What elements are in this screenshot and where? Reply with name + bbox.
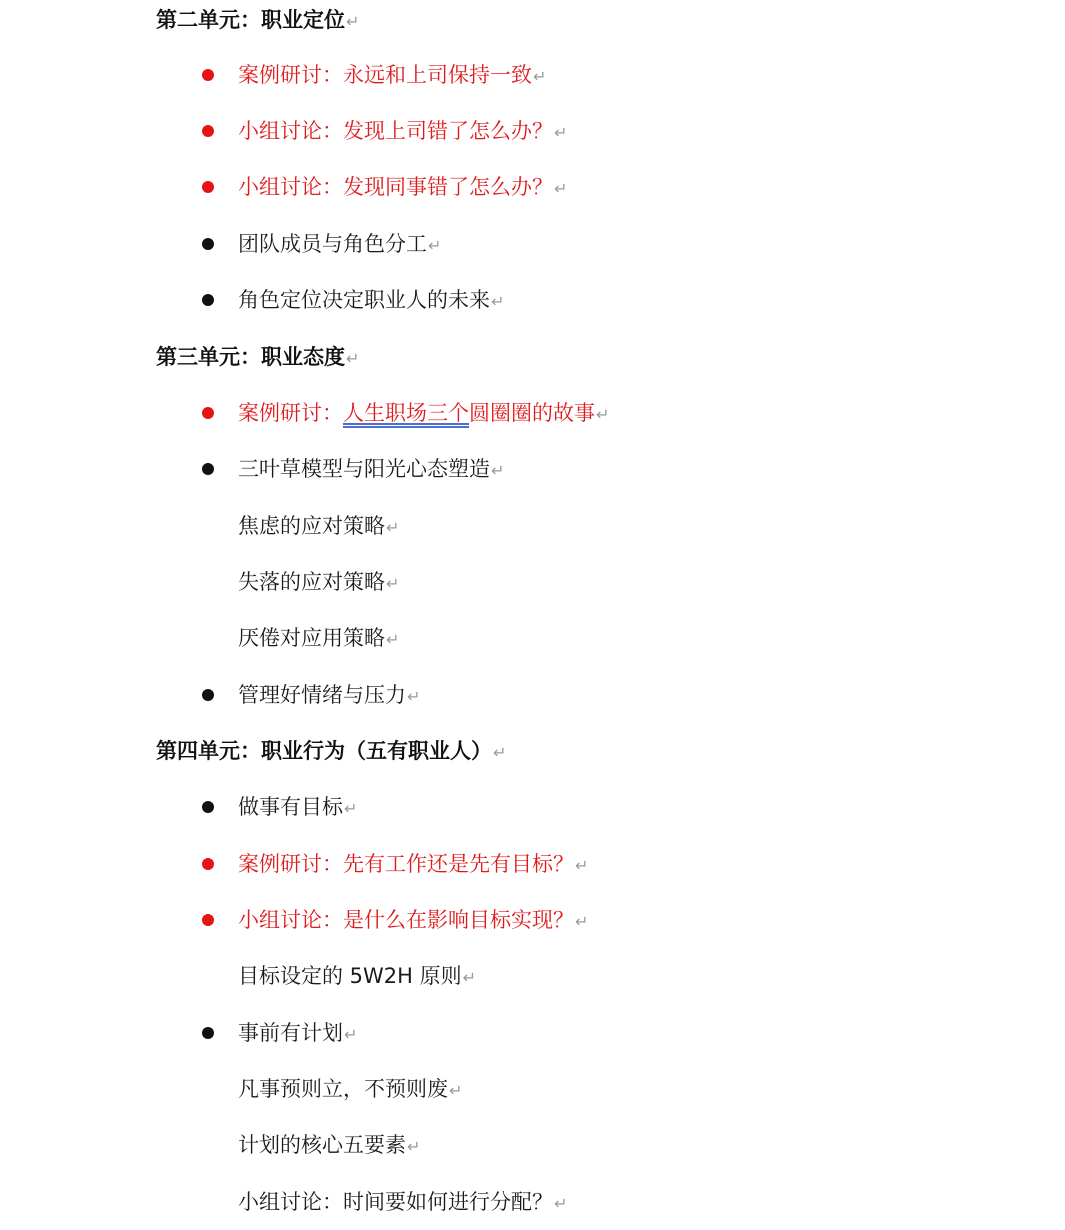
paragraph-mark: ↵ (554, 179, 568, 198)
bullet-icon (202, 801, 214, 813)
paragraph-mark: ↵ (407, 687, 421, 706)
bullet-icon (202, 463, 214, 475)
list-item-text: 三叶草模型与阳光心态塑造 (238, 457, 490, 481)
list-item-text: 凡事预则立，不预则废 (238, 1077, 448, 1101)
paragraph-mark: ↵ (554, 1194, 568, 1213)
list-item-text: 小组讨论：发现上司错了怎么办？ (238, 119, 553, 143)
bullet-icon (202, 1027, 214, 1039)
bullet-icon (202, 689, 214, 701)
bullet-icon (202, 407, 214, 419)
list-item (238, 171, 567, 203)
list-item-text: 焦虑的应对策略 (238, 514, 385, 538)
list-item (238, 622, 399, 654)
list-item (238, 59, 546, 91)
unit-heading-text: 第三单元：职业态度 (156, 345, 345, 369)
list-item-text: 小组讨论：发现同事错了怎么办？ (238, 175, 553, 199)
list-item (238, 115, 567, 147)
list-item (238, 960, 476, 992)
list-item-text: 案例研讨：先有工作还是先有目标？ (238, 852, 574, 876)
paragraph-mark: ↵ (344, 1025, 358, 1044)
list-item-text: 角色定位决定职业人的未来 (238, 288, 490, 312)
unit-heading-text: 第二单元：职业定位 (156, 8, 345, 32)
list-item-text: 小组讨论：是什么在影响目标实现？ (238, 908, 574, 932)
list-item (238, 1129, 420, 1161)
paragraph-mark: ↵ (386, 518, 400, 537)
paragraph-mark: ↵ (407, 1137, 421, 1156)
paragraph-mark: ↵ (386, 574, 400, 593)
bullet-icon (202, 69, 214, 81)
list-item (238, 228, 441, 260)
list-item (238, 791, 357, 823)
paragraph-mark: ↵ (386, 630, 400, 649)
list-item (238, 848, 588, 880)
bullet-icon (202, 294, 214, 306)
list-item-text: 失落的应对策略 (238, 570, 385, 594)
list-item (238, 679, 420, 711)
spellcheck-underlined-text[interactable]: 人生职场三个 (343, 401, 469, 425)
list-item (238, 1073, 462, 1105)
list-item (238, 1186, 567, 1218)
paragraph-mark: ↵ (428, 236, 442, 255)
unit-heading (156, 735, 506, 767)
bullet-icon (202, 125, 214, 137)
paragraph-mark: ↵ (493, 743, 507, 762)
list-item (238, 284, 504, 316)
paragraph-mark: ↵ (575, 856, 589, 875)
unit-heading (156, 341, 359, 373)
list-item-text: 计划的核心五要素 (238, 1133, 406, 1157)
list-item-text: 管理好情绪与压力 (238, 683, 406, 707)
bullet-icon (202, 914, 214, 926)
paragraph-mark: ↵ (554, 123, 568, 142)
list-item (238, 1017, 357, 1049)
list-item (238, 397, 609, 429)
bullet-icon (202, 858, 214, 870)
bullet-icon (202, 238, 214, 250)
list-item-text: 小组讨论：时间要如何进行分配？ (238, 1190, 553, 1214)
paragraph-mark: ↵ (344, 799, 358, 818)
paragraph-mark: ↵ (346, 12, 360, 31)
paragraph-mark: ↵ (491, 292, 505, 311)
paragraph-mark: ↵ (575, 912, 589, 931)
list-item-text: 做事有目标 (238, 795, 343, 819)
list-item-text: 圆圈圈的故事 (469, 401, 595, 425)
list-item-text: 案例研讨： (238, 401, 343, 425)
list-item-text: 团队成员与角色分工 (238, 232, 427, 256)
paragraph-mark: ↵ (449, 1081, 463, 1100)
list-item-text: 厌倦对应用策略 (238, 626, 385, 650)
paragraph-mark: ↵ (462, 968, 477, 987)
list-item-text: 目标设定的 5W2H 原则 (238, 964, 462, 988)
list-item (238, 453, 504, 485)
list-item (238, 566, 399, 598)
paragraph-mark: ↵ (596, 405, 610, 424)
list-item-text: 事前有计划 (238, 1021, 343, 1045)
list-item (238, 510, 399, 542)
unit-heading (156, 4, 359, 36)
paragraph-mark: ↵ (491, 461, 505, 480)
paragraph-mark: ↵ (346, 349, 360, 368)
list-item (238, 904, 588, 936)
paragraph-mark: ↵ (533, 67, 547, 86)
list-item-text: 案例研讨：永远和上司保持一致 (238, 63, 532, 87)
unit-heading-text: 第四单元：职业行为（五有职业人） (156, 739, 492, 763)
bullet-icon (202, 181, 214, 193)
